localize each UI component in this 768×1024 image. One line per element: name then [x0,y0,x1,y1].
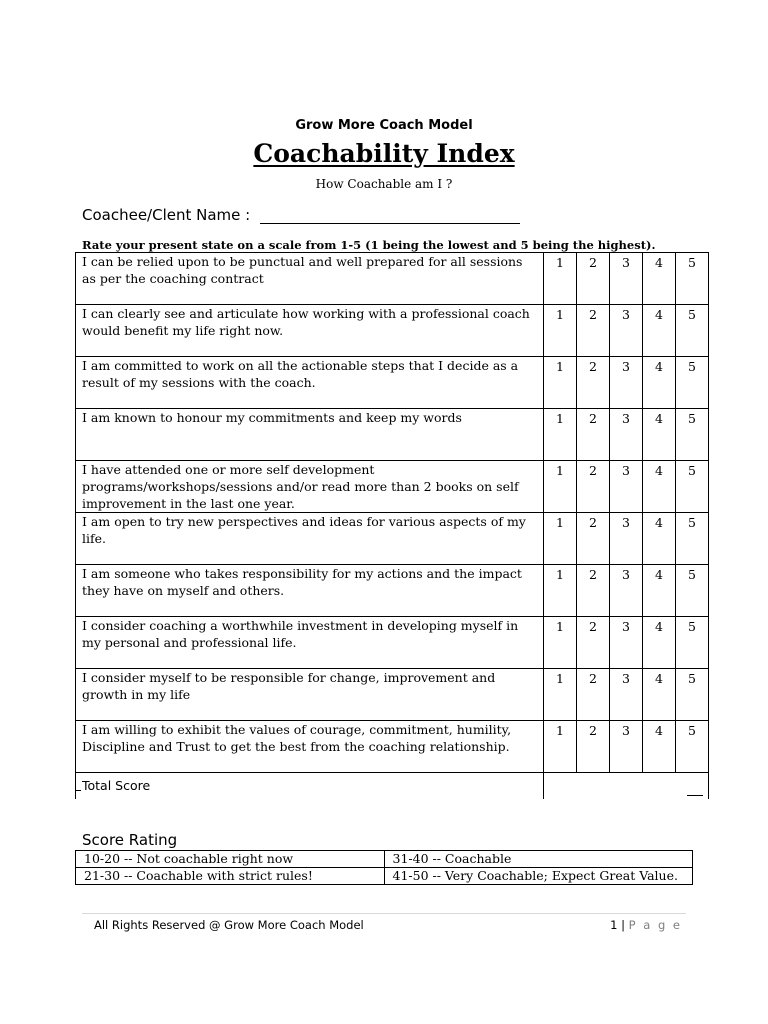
statement-text: I am willing to exhibit the values of courage, commitment, humility, Discipline and Trust to get the best from the coaching relationship. [76,721,544,773]
rating-option-2[interactable]: 2 [577,305,610,357]
table-corner-mark [687,795,703,796]
score-rating-cell: 31-40 -- Coachable [384,851,693,868]
organization-name: Grow More Coach Model [295,118,473,133]
rating-option-4[interactable]: 4 [643,305,676,357]
rating-option-3[interactable]: 3 [610,253,643,305]
rating-option-4[interactable]: 4 [643,669,676,721]
rating-option-4[interactable]: 4 [643,253,676,305]
total-score-cell[interactable] [544,773,577,800]
score-rating-title: Score Rating [82,831,178,849]
rating-option-1[interactable]: 1 [544,409,577,461]
page-title: Coachability Index [253,139,515,168]
rating-option-4[interactable]: 4 [643,409,676,461]
statement-text: I consider coaching a worthwhile investment in developing myself in my personal and professional life. [76,617,544,669]
rating-row [76,669,709,721]
rating-option-5[interactable]: 5 [676,409,709,461]
rating-option-1[interactable]: 1 [544,669,577,721]
rating-option-1[interactable]: 1 [544,253,577,305]
rating-option-3[interactable]: 3 [610,305,643,357]
statement-text: I can clearly see and articulate how working with a professional coach would benefit my life right now. [76,305,544,357]
rating-option-2[interactable]: 2 [577,409,610,461]
rating-option-3[interactable]: 3 [610,565,643,617]
rating-instruction: Rate your present state on a scale from 1-5 (1 being the lowest and 5 being the highest). [82,238,656,252]
rating-option-2[interactable]: 2 [577,357,610,409]
rating-option-5[interactable]: 5 [676,617,709,669]
score-rating-row [76,851,693,868]
rating-option-4[interactable]: 4 [643,721,676,773]
rating-option-1[interactable]: 1 [544,305,577,357]
score-rating-table [75,850,693,885]
rating-row [76,253,709,305]
statement-text: I consider myself to be responsible for change, improvement and growth in my life [76,669,544,721]
page-number [600,918,682,932]
rating-option-5[interactable]: 5 [676,565,709,617]
statement-text: I am open to try new perspectives and ideas for various aspects of my life. [76,513,544,565]
rating-option-5[interactable]: 5 [676,305,709,357]
score-rating-row [76,868,693,885]
page-subtitle: How Coachable am I ? [315,177,453,191]
rating-option-1[interactable]: 1 [544,357,577,409]
total-score-label: Total Score [76,773,544,800]
rating-option-2[interactable]: 2 [577,617,610,669]
rating-row [76,409,709,461]
rating-option-2[interactable]: 2 [577,669,610,721]
rating-option-2[interactable]: 2 [577,565,610,617]
total-score-row [76,773,709,800]
statement-text: I am committed to work on all the actionable steps that I decide as a result of my sessions with the coach. [76,357,544,409]
rating-option-5[interactable]: 5 [676,669,709,721]
page-label: P a g e [628,918,682,932]
rating-row [76,617,709,669]
rating-option-1[interactable]: 1 [544,565,577,617]
rating-option-1[interactable]: 1 [544,461,577,513]
rating-option-3[interactable]: 3 [610,617,643,669]
rating-option-2[interactable]: 2 [577,253,610,305]
rating-option-3[interactable]: 3 [610,669,643,721]
rating-row [76,461,709,513]
rating-option-3[interactable]: 3 [610,513,643,565]
rating-option-5[interactable]: 5 [676,513,709,565]
rating-option-4[interactable]: 4 [643,513,676,565]
rating-option-5[interactable]: 5 [676,461,709,513]
page-number-separator: | [621,918,626,932]
rating-option-4[interactable]: 4 [643,617,676,669]
score-rating-cell: 21-30 -- Coachable with strict rules! [76,868,385,885]
rating-option-5[interactable]: 5 [676,357,709,409]
statement-text: I am someone who takes responsibility for my actions and the impact they have on myself and others. [76,565,544,617]
statement-text: I can be relied upon to be punctual and well prepared for all sessions as per the coaching contract [76,253,544,305]
rating-option-3[interactable]: 3 [610,721,643,773]
statement-text: I am known to honour my commitments and keep my words [76,409,544,461]
rating-option-2[interactable]: 2 [577,721,610,773]
score-rating-cell: 41-50 -- Very Coachable; Expect Great Value. [384,868,693,885]
total-score-cell[interactable] [577,773,610,800]
rating-option-1[interactable]: 1 [544,721,577,773]
total-score-cell[interactable] [643,773,676,800]
rating-option-5[interactable]: 5 [676,253,709,305]
rating-option-5[interactable]: 5 [676,721,709,773]
rating-option-2[interactable]: 2 [577,461,610,513]
rating-row [76,357,709,409]
rating-option-1[interactable]: 1 [544,513,577,565]
score-rating-cell: 10-20 -- Not coachable right now [76,851,385,868]
rating-option-1[interactable]: 1 [544,617,577,669]
rating-option-4[interactable]: 4 [643,461,676,513]
rating-option-4[interactable]: 4 [643,565,676,617]
rating-row [76,721,709,773]
page-number-value: 1 [610,918,618,932]
total-score-cell[interactable] [610,773,643,800]
coachee-name-label: Coachee/Clent Name : [82,206,251,224]
rating-option-3[interactable]: 3 [610,357,643,409]
rating-table [75,252,709,799]
rating-option-3[interactable]: 3 [610,409,643,461]
footer-copyright: All Rights Reserved @ Grow More Coach Model [94,918,364,932]
coachee-name-field[interactable] [260,223,520,224]
statement-text: I have attended one or more self development programs/workshops/sessions and/or read more than 2 books on self improvement in the last one year. [76,461,544,513]
footer-divider [82,913,686,914]
rating-option-3[interactable]: 3 [610,461,643,513]
rating-row [76,565,709,617]
rating-option-4[interactable]: 4 [643,357,676,409]
rating-row [76,305,709,357]
rating-row [76,513,709,565]
rating-option-2[interactable]: 2 [577,513,610,565]
table-corner-mark [75,790,81,791]
